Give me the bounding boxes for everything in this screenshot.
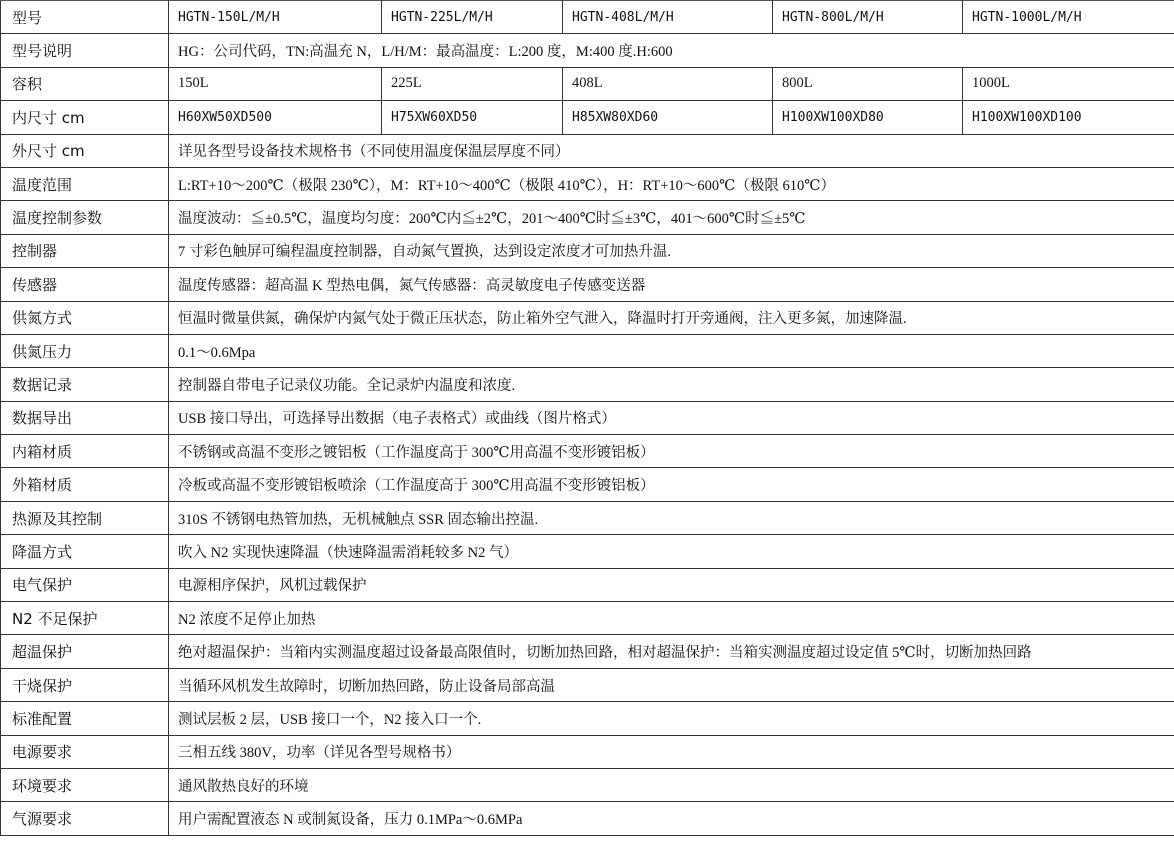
row-value: 电源相序保护，风机过载保护 bbox=[169, 568, 1174, 601]
row-label: 供氮压力 bbox=[1, 334, 169, 367]
row-label: 外尺寸 cm bbox=[1, 134, 169, 167]
inner-size-cell: H75XW60XD50 bbox=[382, 101, 563, 134]
inner-size-cell: H60XW50XD500 bbox=[169, 101, 382, 134]
row-value: 7 寸彩色触屏可编程温度控制器，自动氮气置换，达到设定浓度才可加热升温. bbox=[169, 234, 1174, 267]
table-row-capacity bbox=[1, 67, 1174, 100]
model-name-cell: HGTN-408L/M/H bbox=[563, 1, 773, 34]
table-row-model-desc bbox=[1, 34, 1174, 67]
table-row bbox=[1, 234, 1174, 267]
row-value: 通风散热良好的环境 bbox=[169, 768, 1174, 801]
row-value: 测试层板 2 层，USB 接口一个，N2 接入口一个. bbox=[169, 702, 1174, 735]
spec-table-body bbox=[1, 1, 1174, 836]
capacity-cell: 1000L bbox=[963, 67, 1174, 100]
table-row bbox=[1, 802, 1174, 835]
inner-size-cell: H85XW80XD60 bbox=[563, 101, 773, 134]
model-name-cell: HGTN-1000L/M/H bbox=[963, 1, 1174, 34]
row-value: 冷板或高温不变形镀铝板喷涂（工作温度高于 300℃用高温不变形镀铝板） bbox=[169, 468, 1174, 501]
table-row bbox=[1, 635, 1174, 668]
row-value: 用户需配置液态 N 或制氮设备，压力 0.1MPa～0.6MPa bbox=[169, 802, 1174, 835]
row-value: 温度波动：≦±0.5℃，温度均匀度：200℃内≦±2℃，201～400℃时≦±3℃，401～600℃时≦±5℃ bbox=[169, 201, 1174, 234]
row-value: 不锈钢或高温不变形之镀铝板（工作温度高于 300℃用高温不变形镀铝板） bbox=[169, 435, 1174, 468]
row-value: HG：公司代码，TN:高温充 N，L/H/M：最高温度：L:200 度，M:400 度.H:600 bbox=[169, 34, 1174, 67]
row-value: L:RT+10～200℃（极限 230℃），M：RT+10～400℃（极限 410℃），H：RT+10～600℃（极限 610℃） bbox=[169, 167, 1174, 200]
row-label: N2 不足保护 bbox=[1, 602, 169, 635]
table-row bbox=[1, 268, 1174, 301]
capacity-cell: 408L bbox=[563, 67, 773, 100]
row-label: 传感器 bbox=[1, 268, 169, 301]
table-row bbox=[1, 535, 1174, 568]
table-row bbox=[1, 702, 1174, 735]
row-value: 吹入 N2 实现快速降温（快速降温需消耗较多 N2 气） bbox=[169, 535, 1174, 568]
row-value: 绝对超温保护：当箱内实测温度超过设备最高限值时，切断加热回路，相对超温保护：当箱实测温度超过设定值 5℃时，切断加热回路 bbox=[169, 635, 1174, 668]
table-row bbox=[1, 735, 1174, 768]
table-row bbox=[1, 401, 1174, 434]
table-row bbox=[1, 368, 1174, 401]
row-label: 数据记录 bbox=[1, 368, 169, 401]
table-row bbox=[1, 668, 1174, 701]
table-row bbox=[1, 134, 1174, 167]
row-value: USB 接口导出，可选择导出数据（电子表格式）或曲线（图片格式） bbox=[169, 401, 1174, 434]
row-value: 310S 不锈钢电热管加热，无机械触点 SSR 固态输出控温. bbox=[169, 501, 1174, 534]
table-row bbox=[1, 468, 1174, 501]
row-label: 温度控制参数 bbox=[1, 201, 169, 234]
row-label: 标准配置 bbox=[1, 702, 169, 735]
table-row bbox=[1, 568, 1174, 601]
row-value: 三相五线 380V，功率（详见各型号规格书） bbox=[169, 735, 1174, 768]
table-row bbox=[1, 167, 1174, 200]
row-label: 控制器 bbox=[1, 234, 169, 267]
capacity-cell: 150L bbox=[169, 67, 382, 100]
row-value: 详见各型号设备技术规格书（不同使用温度保温层厚度不同） bbox=[169, 134, 1174, 167]
row-label: 容积 bbox=[1, 67, 169, 100]
row-value: 0.1～0.6Mpa bbox=[169, 334, 1174, 367]
row-label: 热源及其控制 bbox=[1, 501, 169, 534]
capacity-cell: 800L bbox=[773, 67, 963, 100]
row-label: 内尺寸 cm bbox=[1, 101, 169, 134]
row-label: 型号 bbox=[1, 1, 169, 34]
row-label: 数据导出 bbox=[1, 401, 169, 434]
row-label: 超温保护 bbox=[1, 635, 169, 668]
model-name-cell: HGTN-150L/M/H bbox=[169, 1, 382, 34]
inner-size-cell: H100XW100XD80 bbox=[773, 101, 963, 134]
row-label: 干烧保护 bbox=[1, 668, 169, 701]
table-row-inner-size bbox=[1, 101, 1174, 134]
row-label: 外箱材质 bbox=[1, 468, 169, 501]
table-row bbox=[1, 501, 1174, 534]
model-name-cell: HGTN-800L/M/H bbox=[773, 1, 963, 34]
row-value: 当循环风机发生故障时，切断加热回路，防止设备局部高温 bbox=[169, 668, 1174, 701]
row-label: 电源要求 bbox=[1, 735, 169, 768]
row-label: 供氮方式 bbox=[1, 301, 169, 334]
row-label: 降温方式 bbox=[1, 535, 169, 568]
row-value: 控制器自带电子记录仪功能。全记录炉内温度和浓度. bbox=[169, 368, 1174, 401]
table-row bbox=[1, 768, 1174, 801]
table-row bbox=[1, 301, 1174, 334]
row-label: 温度范围 bbox=[1, 167, 169, 200]
row-label: 电气保护 bbox=[1, 568, 169, 601]
row-label: 内箱材质 bbox=[1, 435, 169, 468]
row-value: 恒温时微量供氮，确保炉内氮气处于微正压状态，防止箱外空气泄入，降温时打开旁通阀，注入更多氮，加速降温. bbox=[169, 301, 1174, 334]
row-label: 气源要求 bbox=[1, 802, 169, 835]
inner-size-cell: H100XW100XD100 bbox=[963, 101, 1174, 134]
capacity-cell: 225L bbox=[382, 67, 563, 100]
table-row bbox=[1, 435, 1174, 468]
row-value: N2 浓度不足停止加热 bbox=[169, 602, 1174, 635]
model-name-cell: HGTN-225L/M/H bbox=[382, 1, 563, 34]
table-row bbox=[1, 201, 1174, 234]
row-value: 温度传感器：超高温 K 型热电偶，氮气传感器：高灵敏度电子传感变送器 bbox=[169, 268, 1174, 301]
table-row bbox=[1, 602, 1174, 635]
row-label: 环境要求 bbox=[1, 768, 169, 801]
table-row bbox=[1, 334, 1174, 367]
table-row-model bbox=[1, 1, 1174, 34]
row-label: 型号说明 bbox=[1, 34, 169, 67]
